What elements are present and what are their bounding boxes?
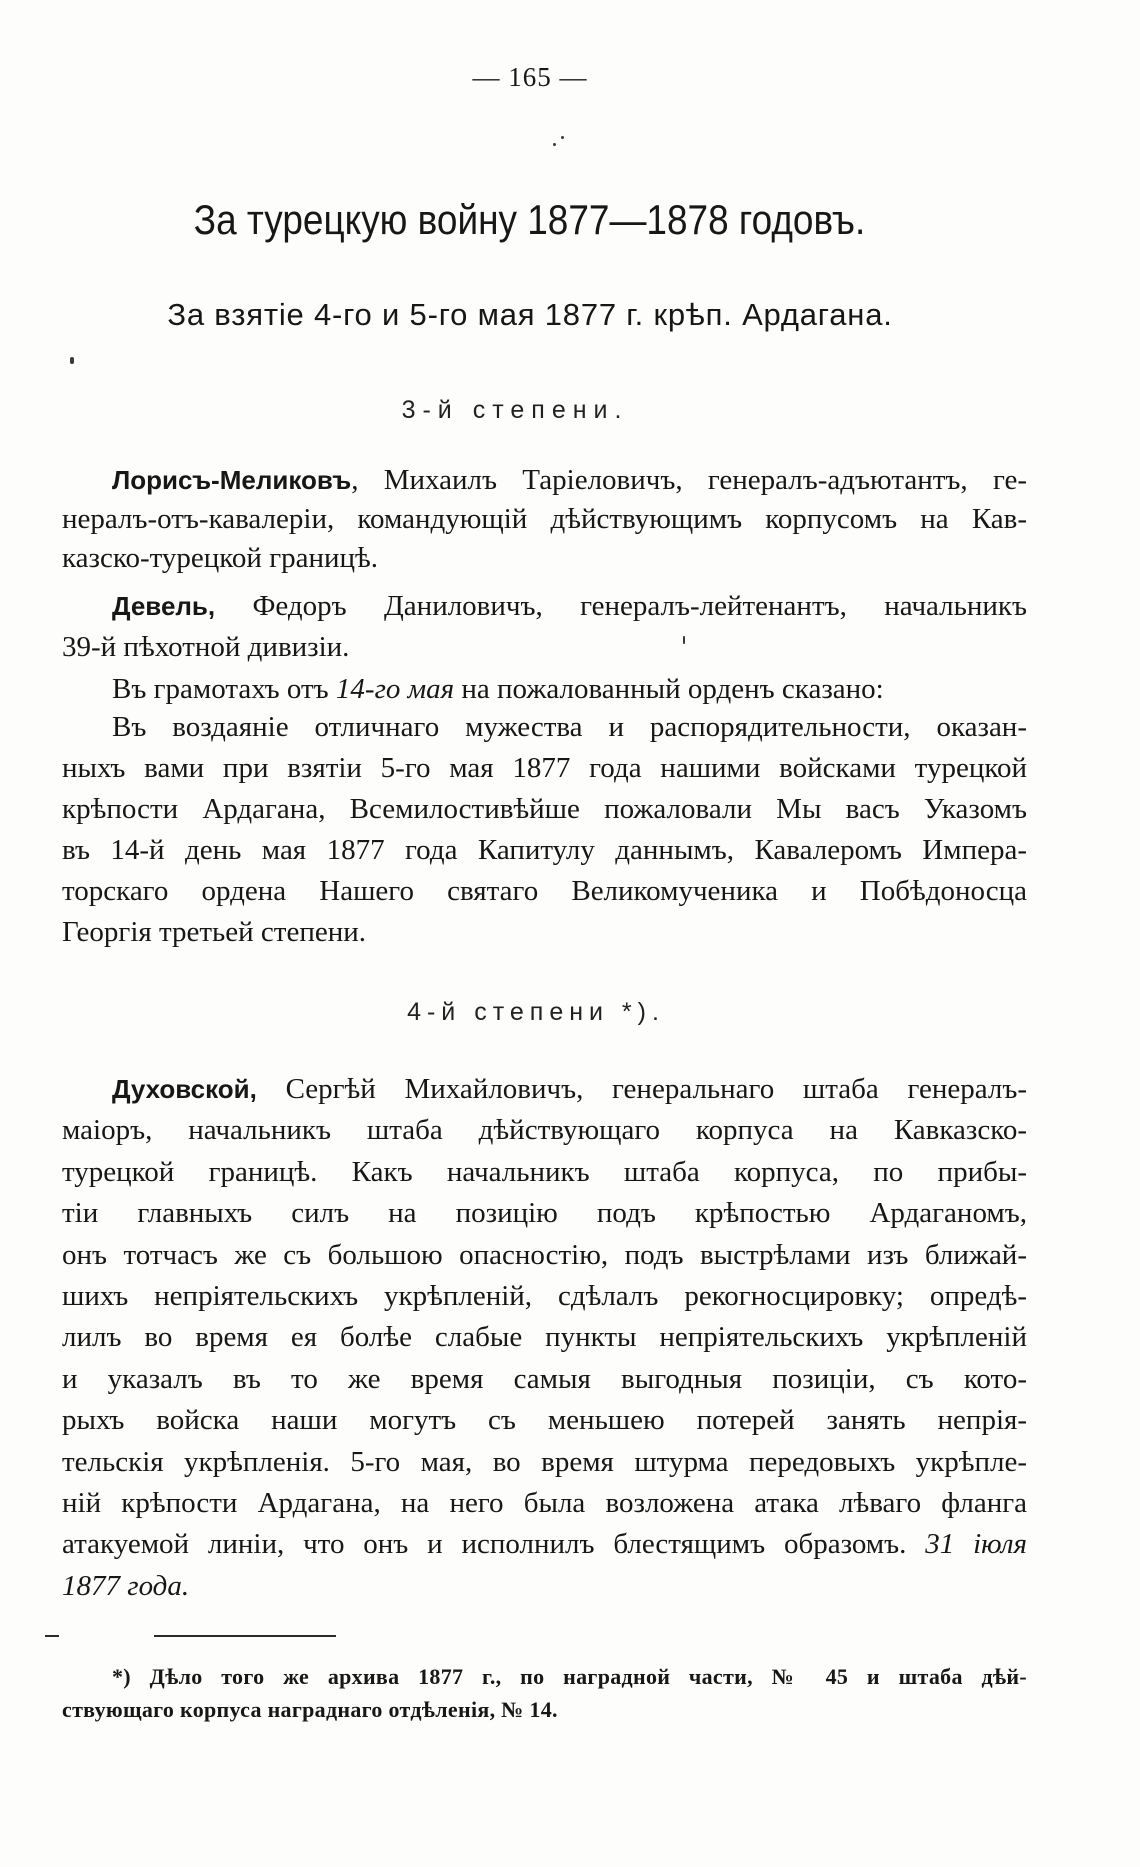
text-line <box>62 1110 1027 1151</box>
footnote <box>62 1660 1027 1726</box>
text-line <box>62 830 1027 871</box>
text-segment: Въ грамотахъ отъ <box>112 673 336 705</box>
text-segment: на пожалованный орденъ сказано: <box>454 673 884 705</box>
person-name: Девель, <box>112 591 216 621</box>
text-line <box>62 1693 1027 1726</box>
text-line <box>62 1483 1027 1524</box>
text-line <box>62 1442 1027 1483</box>
text-segment: Георгія третьей степени. <box>62 916 367 948</box>
text-segment: маіоръ, начальникъ штаба дѣйствующаго корпуса на Кавказско- <box>62 1114 1027 1147</box>
text-line <box>62 669 1027 710</box>
section-heading-degree-3: 3-й степени. <box>401 396 629 424</box>
person-name: Духовской, <box>112 1074 257 1104</box>
text-segment: ствующаго корпуса награднаго отдѣленія, № 14. <box>62 1697 558 1722</box>
text-segment: казско-турецкой границѣ. <box>62 542 379 574</box>
text-segment: *) Дѣло того же архива 1877 г., по наградной части, № 45 и штаба дѣй- <box>112 1664 1027 1689</box>
text-line <box>62 1400 1027 1441</box>
text-segment: Сергѣй Михайловичъ, генеральнаго штаба генералъ- <box>256 1073 1027 1105</box>
page-number: — 165 — <box>472 62 588 92</box>
scan-speck <box>70 357 74 364</box>
text-line <box>62 1069 1027 1110</box>
text-segment: Федоръ Даниловичъ, генералъ-лейтенантъ, начальникъ <box>215 590 1027 622</box>
scan-speck <box>561 136 564 139</box>
text-segment: онъ тотчасъ же съ большою опасностію, подъ выстрѣлами изъ ближай- <box>62 1238 1027 1271</box>
text-line <box>62 912 1027 953</box>
text-line <box>62 1235 1027 1276</box>
scan-speck <box>683 636 685 644</box>
text-segment: ній крѣпости Ардагана, на него была возложена атака лѣваго фланга <box>62 1487 1027 1520</box>
text-line <box>62 789 1027 830</box>
text-segment: шихъ непріятельскихъ укрѣпленій, сдѣлалъ рекогносцировку; опредѣ- <box>62 1280 1027 1313</box>
text-segment: , Михаилъ Таріеловичъ, генералъ-адъютантъ, ге- <box>351 464 1027 496</box>
text-line <box>62 871 1027 912</box>
text-segment: тельскія укрѣпленія. 5-го мая, во время штурма передовыхъ укрѣпле- <box>62 1445 1027 1478</box>
section-heading-degree-4: 4-й степени *). <box>407 998 665 1026</box>
paragraph-charter-quote <box>62 707 1027 953</box>
text-line <box>62 1566 1027 1607</box>
text-segment: атакуемой линіи, что онъ и исполнилъ блестящимъ образомъ. <box>62 1528 926 1561</box>
text-segment: тіи главныхъ силъ на позицію подъ крѣпостью Ардаганомъ, <box>62 1197 1027 1230</box>
text-line <box>62 707 1027 748</box>
text-line <box>62 500 1027 539</box>
text-segment: крѣпости Ардагана, Всемилостивѣйше пожаловали Мы васъ Указомъ <box>62 793 1027 825</box>
text-segment: лилъ во время ея болѣе слабые пункты непріятельскихъ укрѣпленій <box>62 1321 1027 1354</box>
italic-date: 31 іюля <box>925 1528 1027 1561</box>
text-segment: рыхъ войска наши могутъ съ меньшею потерей занять непрія- <box>62 1404 1027 1437</box>
page-subtitle: За взятіе 4-го и 5-го мая 1877 г. крѣп. Ардагана. <box>167 297 893 332</box>
text-segment: торскаго ордена Нашего святаго Великомученика и Побѣдоносца <box>62 875 1027 907</box>
text-line <box>62 539 1027 578</box>
scan-speck <box>553 143 556 146</box>
italic-date: 1877 года. <box>62 1569 190 1602</box>
footnote-separator <box>154 1635 336 1637</box>
paragraph-dukhovskoy <box>62 1069 1027 1607</box>
text-line <box>62 627 1027 668</box>
text-segment: и указалъ въ то же время самыя выгодныя позиціи, съ кото- <box>62 1362 1027 1395</box>
text-line <box>62 586 1027 627</box>
text-line <box>62 1660 1027 1693</box>
text-segment: нералъ-отъ-кавалеріи, командующій дѣйствующимъ корпусомъ на Кав- <box>62 503 1027 535</box>
text-line <box>62 1317 1027 1358</box>
text-line <box>62 1359 1027 1400</box>
text-segment: Въ воздаяніе отличнаго мужества и распорядительности, оказан- <box>112 711 1027 743</box>
text-line <box>62 1276 1027 1317</box>
page-title <box>0 193 1060 247</box>
text-line <box>62 1193 1027 1234</box>
paragraph-devel <box>62 586 1027 668</box>
text-line <box>62 461 1027 500</box>
text-segment: турецкой границѣ. Какъ начальникъ штаба корпуса, по прибы- <box>62 1155 1027 1188</box>
person-name: Лорисъ-Меликовъ <box>112 465 352 495</box>
text-line <box>62 1524 1027 1565</box>
text-segment: въ 14-й день мая 1877 года Капитулу даннымъ, Кавалеромъ Импера- <box>62 834 1027 866</box>
text-segment: ныхъ вами при взятіи 5-го мая 1877 года нашими войсками турецкой <box>62 752 1027 784</box>
italic-date: 14-го мая <box>335 673 455 705</box>
text-line <box>62 748 1027 789</box>
paragraph-charter-intro <box>62 669 1027 710</box>
paragraph-loris-melikov <box>62 461 1027 578</box>
page-title-text: За турецкую войну 1877—1878 годовъ. <box>194 196 866 243</box>
footnote-separator <box>45 1635 59 1637</box>
text-segment: 39-й пѣхотной дивизіи. <box>62 631 350 663</box>
text-line <box>62 1152 1027 1193</box>
